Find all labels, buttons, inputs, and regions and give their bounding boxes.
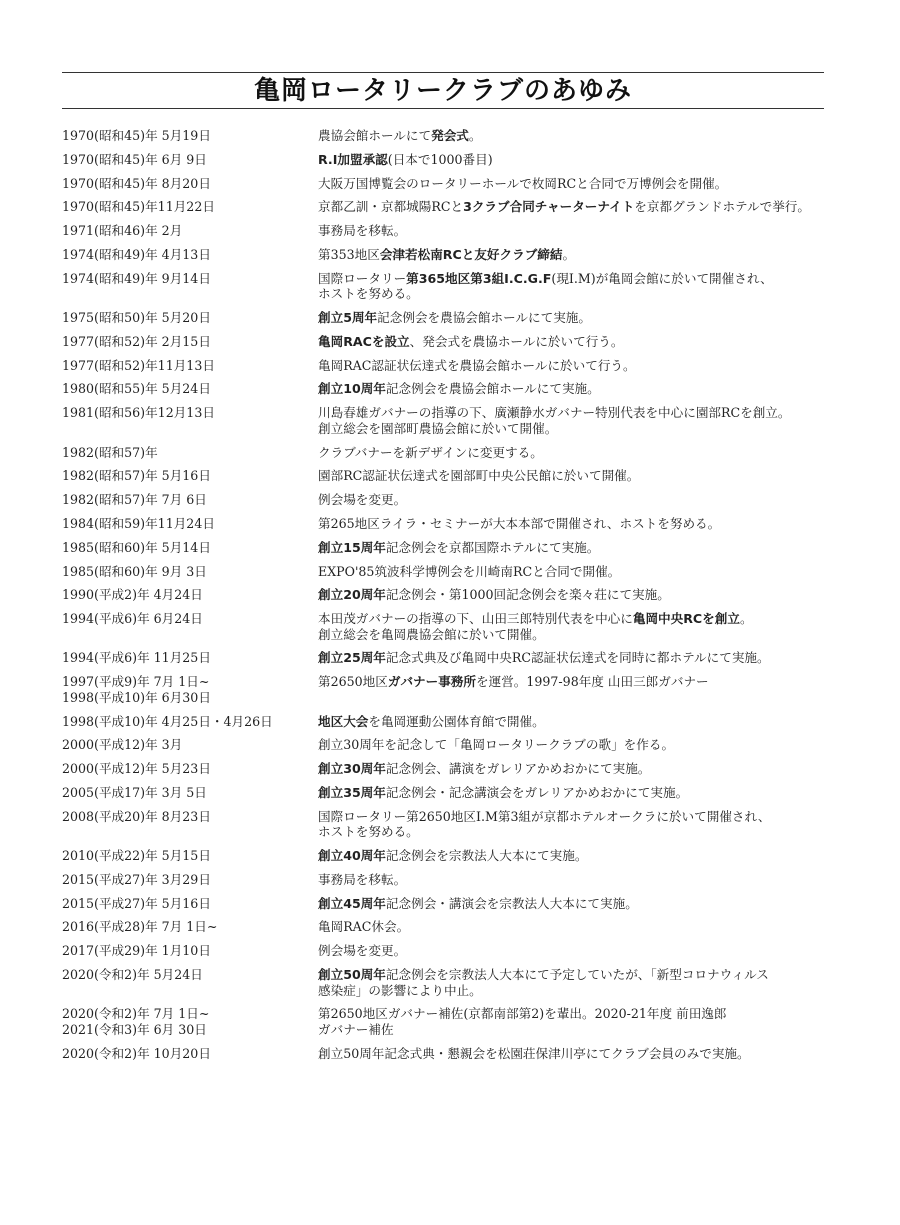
event-description-line: [318, 1006, 830, 1022]
text-segment: 亀岡RAC休会。: [318, 919, 410, 935]
event-description: [318, 358, 830, 374]
event-description-line: [318, 872, 830, 888]
event-description-line: [318, 271, 830, 287]
timeline-row: [62, 785, 832, 801]
text-segment: 。: [739, 611, 753, 627]
highlighted-text: 亀岡中央RCを創立: [632, 611, 740, 627]
event-description-line: [318, 405, 830, 421]
text-segment: 感染症」の影響により中止。: [318, 982, 482, 998]
event-date: [62, 199, 318, 215]
text-segment: 園部RC認証状伝達式を園部町中央公民館に於いて開催。: [318, 468, 640, 484]
event-description-line: [318, 128, 830, 144]
event-description-line: [318, 540, 830, 556]
text-segment: 創立30周年を記念して「亀岡ロータリークラブの歌」を作る。: [318, 737, 675, 753]
text-segment: 事務局を移転。: [318, 871, 407, 887]
text-segment: 第2650地区ガバナー補佐(京都南部第2)を輩出。2020-21年度 前田逸郎: [318, 1006, 727, 1022]
event-description-line: [318, 627, 830, 643]
event-date: [62, 809, 318, 825]
text-segment: 農協会館ホールにて: [318, 128, 432, 143]
event-date: [62, 310, 318, 326]
event-date: [62, 943, 318, 959]
event-date: [62, 405, 318, 421]
event-date-line: 1981(昭和56)年12月13日: [62, 405, 215, 421]
event-description: [318, 896, 830, 912]
highlighted-text: 創立45周年: [318, 895, 386, 911]
event-description: [318, 310, 830, 326]
event-description: [318, 445, 830, 461]
event-date-line: 1985(昭和60)年 9月 3日: [62, 563, 207, 579]
timeline-row: [62, 872, 832, 888]
event-date-line: 1974(昭和49)年 4月13日: [62, 246, 211, 262]
event-description: [318, 737, 830, 753]
event-description: [318, 674, 830, 690]
event-date-line: 1984(昭和59)年11月24日: [62, 515, 215, 531]
text-segment: を運営。1997-98年度 山田三郎ガバナー: [476, 674, 709, 690]
text-segment: 川島春雄ガバナーの指導の下、廣瀬静水ガバナー特別代表を中心に園部RCを創立。: [318, 405, 791, 421]
text-segment: 。: [468, 128, 482, 143]
event-description-line: [318, 611, 830, 627]
event-description-line: [318, 761, 830, 777]
event-date-line: 1970(昭和45)年 8月20日: [62, 175, 211, 191]
event-description-line: [318, 247, 830, 263]
highlighted-text: 創立20周年: [318, 587, 386, 603]
text-segment: (日本で1000番目): [387, 151, 493, 167]
event-date: [62, 714, 318, 730]
event-description-line: [318, 516, 830, 532]
text-segment: 記念例会・記念講演会をガレリアかめおかにて実施。: [385, 784, 689, 800]
event-date: [62, 540, 318, 556]
event-date-line: 1971(昭和46)年 2月: [62, 223, 183, 239]
text-segment: 。: [562, 246, 576, 262]
event-date: [62, 611, 318, 627]
event-date-line: 1994(平成6)年 11月25日: [62, 650, 211, 666]
event-date: [62, 919, 318, 935]
text-segment: クラブバナーを新デザインに変更する。: [318, 444, 543, 460]
event-description: [318, 223, 830, 239]
text-segment: 第2650地区: [318, 674, 388, 690]
event-description: [318, 587, 830, 603]
event-description-line: [318, 674, 830, 690]
event-date-line: 2010(平成22)年 5月15日: [62, 848, 211, 864]
event-description-line: [318, 152, 830, 168]
event-date-line: 2015(平成27)年 5月16日: [62, 895, 211, 911]
text-segment: 記念例会を京都国際ホテルにて実施。: [385, 539, 600, 555]
event-description: [318, 714, 830, 730]
event-description-line: [318, 650, 830, 666]
highlighted-text: 創立5周年: [318, 310, 378, 326]
event-date-line: 2020(令和2)年 7月 1日~: [62, 1006, 210, 1022]
timeline-row: [62, 611, 832, 642]
event-date: [62, 967, 318, 983]
event-date: [62, 1006, 318, 1037]
event-date: [62, 587, 318, 603]
timeline-row: [62, 540, 832, 556]
event-date: [62, 650, 318, 666]
timeline-row: [62, 967, 832, 998]
event-description-line: [318, 492, 830, 508]
event-description-line: [318, 310, 830, 326]
text-segment: 本田茂ガバナーの指導の下、山田三郎特別代表を中心に: [318, 611, 633, 627]
event-date: [62, 381, 318, 397]
event-description-line: [318, 967, 830, 983]
event-description-line: [318, 587, 830, 603]
text-segment: 記念例会・講演会を宗教法人大本にて実施。: [385, 895, 638, 911]
event-date-line: 1970(昭和45)年11月22日: [62, 199, 215, 215]
timeline-row: [62, 809, 832, 840]
timeline-row: [62, 468, 832, 484]
text-segment: を亀岡運動公園体育館で開催。: [368, 713, 545, 729]
event-date-line: 1982(昭和57)年 5月16日: [62, 468, 211, 484]
event-date-line: 1998(平成10)年 6月30日: [62, 689, 211, 705]
event-description: [318, 809, 830, 840]
event-date: [62, 358, 318, 374]
event-description-line: [318, 824, 830, 840]
event-description: [318, 247, 830, 263]
text-segment: 創立50周年記念式典・懇親会を松園荘保津川亭にてクラブ会員のみで実施。: [318, 1045, 750, 1061]
event-date: [62, 516, 318, 532]
timeline-row: [62, 223, 832, 239]
event-date: [62, 737, 318, 753]
event-date-line: 1998(平成10)年 4月25日・4月26日: [62, 713, 273, 729]
event-description-line: [318, 809, 830, 825]
timeline-row: [62, 1046, 832, 1062]
event-description: [318, 176, 830, 192]
text-segment: 第353地区: [318, 246, 380, 262]
event-description-line: [318, 714, 830, 730]
timeline-list: [62, 128, 832, 1069]
event-date-line: 2021(令和3)年 6月 30日: [62, 1021, 207, 1037]
event-description-line: [318, 564, 830, 580]
event-description-line: [318, 785, 830, 801]
event-date-line: 2015(平成27)年 3月29日: [62, 871, 211, 887]
timeline-row: [62, 943, 832, 959]
timeline-row: [62, 247, 832, 263]
text-segment: 記念式典及び亀岡中央RC認証状伝達式を同時に都ホテルにて実施。: [385, 650, 770, 666]
timeline-row: [62, 896, 832, 912]
timeline-row: [62, 128, 832, 144]
text-segment: 国際ロータリー第2650地区I.M第3組が京都ホテルオークラに於いて開催され、: [318, 808, 771, 824]
event-description-line: [318, 176, 830, 192]
text-segment: 記念例会を農協会館ホールにて実施。: [385, 381, 600, 397]
timeline-row: [62, 737, 832, 753]
event-description: [318, 468, 830, 484]
event-date-line: 2005(平成17)年 3月 5日: [62, 784, 207, 800]
event-date: [62, 492, 318, 508]
event-description: [318, 761, 830, 777]
event-date: [62, 896, 318, 912]
event-date: [62, 128, 318, 144]
event-date-line: 1970(昭和45)年 5月19日: [62, 128, 211, 143]
highlighted-text: 創立25周年: [318, 650, 386, 666]
event-date-line: 1974(昭和49)年 9月14日: [62, 270, 211, 286]
highlighted-text: 創立35周年: [318, 784, 386, 800]
event-date-line: 2000(平成12)年 5月23日: [62, 761, 211, 777]
event-description-line: [318, 1046, 830, 1062]
page-title: 亀岡ロータリークラブのあゆみ: [253, 76, 632, 106]
event-date-line: 2017(平成29)年 1月10日: [62, 943, 211, 959]
event-date: [62, 468, 318, 484]
event-description: [318, 1046, 830, 1062]
timeline-row: [62, 587, 832, 603]
event-description-line: [318, 334, 830, 350]
event-date-line: 1994(平成6)年 6月24日: [62, 611, 203, 627]
text-segment: 創立総会を亀岡農協会館に於いて開催。: [318, 626, 545, 642]
text-segment: 大阪万国博覧会のロータリーホールで枚岡RCと合同で万博例会を開催。: [318, 175, 728, 191]
text-segment: ガバナー補佐: [318, 1021, 394, 1037]
event-description-line: [318, 943, 830, 959]
event-description-line: [318, 358, 830, 374]
event-description-line: [318, 286, 830, 302]
event-date: [62, 247, 318, 263]
text-segment: 国際ロータリー: [318, 270, 407, 286]
text-segment: 記念例会・第1000回記念例会を楽々荘にて実施。: [385, 587, 670, 603]
event-date-line: 1982(昭和57)年 7月 6日: [62, 492, 207, 508]
text-segment: 創立総会を園部町農協会館に於いて開催。: [318, 420, 558, 436]
event-description-line: [318, 896, 830, 912]
timeline-row: [62, 152, 832, 168]
highlighted-text: 地区大会: [318, 713, 369, 729]
event-description: [318, 650, 830, 666]
event-description-line: [318, 199, 830, 215]
highlighted-text: 創立30周年: [318, 761, 386, 777]
timeline-row: [62, 405, 832, 436]
text-segment: 記念例会を農協会館ホールにて実施。: [377, 310, 591, 326]
event-description: [318, 405, 830, 436]
timeline-row: [62, 334, 832, 350]
event-description: [318, 334, 830, 350]
text-segment: 例会場を変更。: [318, 492, 407, 508]
highlighted-text: R.I加盟承認: [318, 151, 388, 167]
highlighted-text: 発会式: [431, 128, 469, 143]
timeline-row: [62, 381, 832, 397]
highlighted-text: 創立10周年: [318, 381, 386, 397]
event-date: [62, 761, 318, 777]
event-date: [62, 445, 318, 461]
timeline-row: [62, 271, 832, 302]
event-description: [318, 152, 830, 168]
event-description-line: [318, 223, 830, 239]
event-description: [318, 492, 830, 508]
event-date: [62, 1046, 318, 1062]
title-bottom-rule: [62, 108, 824, 109]
timeline-row: [62, 848, 832, 864]
event-date-line: 1985(昭和60)年 5月14日: [62, 539, 211, 555]
event-description-line: [318, 445, 830, 461]
event-date-line: 2008(平成20)年 8月23日: [62, 808, 211, 824]
event-description: [318, 516, 830, 532]
timeline-row: [62, 310, 832, 326]
event-description: [318, 872, 830, 888]
event-description: [318, 967, 830, 998]
text-segment: 例会場を変更。: [318, 943, 407, 959]
event-date-line: 2016(平成28)年 7月 1日~: [62, 919, 218, 935]
event-description-line: [318, 848, 830, 864]
timeline-row: [62, 761, 832, 777]
event-date-line: 1997(平成9)年 7月 1日~: [62, 674, 210, 690]
highlighted-text: 亀岡RACを設立: [318, 333, 410, 349]
timeline-row: [62, 919, 832, 935]
title-top-rule: [62, 72, 824, 73]
text-segment: ホストを努める。: [318, 286, 419, 302]
text-segment: (現I.M)が亀岡会館に於いて開催され、: [551, 270, 773, 286]
event-description-line: [318, 1022, 830, 1038]
event-description: [318, 271, 830, 302]
event-date-line: 1975(昭和50)年 5月20日: [62, 310, 211, 326]
highlighted-text: 創立40周年: [318, 848, 386, 864]
text-segment: EXPO'85筑波科学博例会を川崎南RCと合同で開催。: [318, 563, 621, 579]
text-segment: 記念例会を宗教法人大本にて実施。: [385, 848, 588, 864]
timeline-row: [62, 492, 832, 508]
event-description: [318, 564, 830, 580]
text-segment: 第265地区ライラ・セミナーが大本本部で開催され、ホストを努める。: [318, 515, 721, 531]
event-description: [318, 919, 830, 935]
highlighted-text: 会津若松南RCと友好クラブ締結: [379, 246, 563, 262]
timeline-row: [62, 714, 832, 730]
timeline-row: [62, 516, 832, 532]
event-description: [318, 611, 830, 642]
event-date-line: 1977(昭和52)年 2月15日: [62, 333, 211, 349]
event-description-line: [318, 919, 830, 935]
text-segment: 亀岡RAC認証状伝達式を農協会館ホールに於いて行う。: [318, 357, 636, 373]
timeline-row: [62, 199, 832, 215]
event-date: [62, 564, 318, 580]
event-date: [62, 152, 318, 168]
event-date-line: 2020(令和2)年 5月24日: [62, 967, 203, 982]
event-date: [62, 334, 318, 350]
event-date-line: 2020(令和2)年 10月20日: [62, 1045, 211, 1061]
text-segment: 記念例会、講演をガレリアかめおかにて実施。: [385, 761, 651, 777]
text-segment: 事務局を移転。: [318, 223, 407, 239]
timeline-row: [62, 358, 832, 374]
event-date-line: 1977(昭和52)年11月13日: [62, 357, 215, 373]
text-segment: ホストを努める。: [318, 824, 419, 840]
event-date: [62, 271, 318, 287]
event-description: [318, 381, 830, 397]
event-date: [62, 872, 318, 888]
event-description: [318, 785, 830, 801]
timeline-row: [62, 445, 832, 461]
event-date: [62, 848, 318, 864]
event-description: [318, 199, 830, 215]
timeline-row: [62, 674, 832, 705]
event-description-line: [318, 737, 830, 753]
text-segment: 記念例会を宗教法人大本にて予定していたが、「新型コロナウィルス: [385, 967, 769, 982]
highlighted-text: 創立15周年: [318, 539, 386, 555]
event-date-line: 2000(平成12)年 3月: [62, 737, 183, 753]
event-date: [62, 674, 318, 705]
event-date-line: 1980(昭和55)年 5月24日: [62, 381, 211, 397]
highlighted-text: 第365地区第3組I.C.G.F: [406, 270, 552, 286]
highlighted-text: 3クラブ合同チャーターナイト: [463, 199, 635, 215]
event-date-line: 1982(昭和57)年: [62, 444, 158, 460]
event-description: [318, 943, 830, 959]
timeline-row: [62, 650, 832, 666]
text-segment: 、発会式を農協ホールに於いて行う。: [409, 333, 624, 349]
event-date: [62, 176, 318, 192]
event-description-line: [318, 468, 830, 484]
event-date: [62, 223, 318, 239]
event-description-line: [318, 983, 830, 999]
timeline-row: [62, 1006, 832, 1037]
event-date: [62, 785, 318, 801]
event-description: [318, 1006, 830, 1037]
event-description: [318, 848, 830, 864]
highlighted-text: 創立50周年: [318, 967, 386, 982]
highlighted-text: ガバナー事務所: [387, 674, 476, 690]
event-date-line: 1990(平成2)年 4月24日: [62, 587, 203, 603]
event-description-line: [318, 381, 830, 397]
timeline-row: [62, 564, 832, 580]
text-segment: 京都乙訓・京都城陽RCと: [318, 199, 464, 215]
text-segment: を京都グランドホテルで挙行。: [634, 199, 810, 215]
event-description-line: [318, 421, 830, 437]
event-date-line: 1970(昭和45)年 6月 9日: [62, 151, 207, 167]
event-description: [318, 540, 830, 556]
timeline-row: [62, 176, 832, 192]
event-description: [318, 128, 830, 144]
